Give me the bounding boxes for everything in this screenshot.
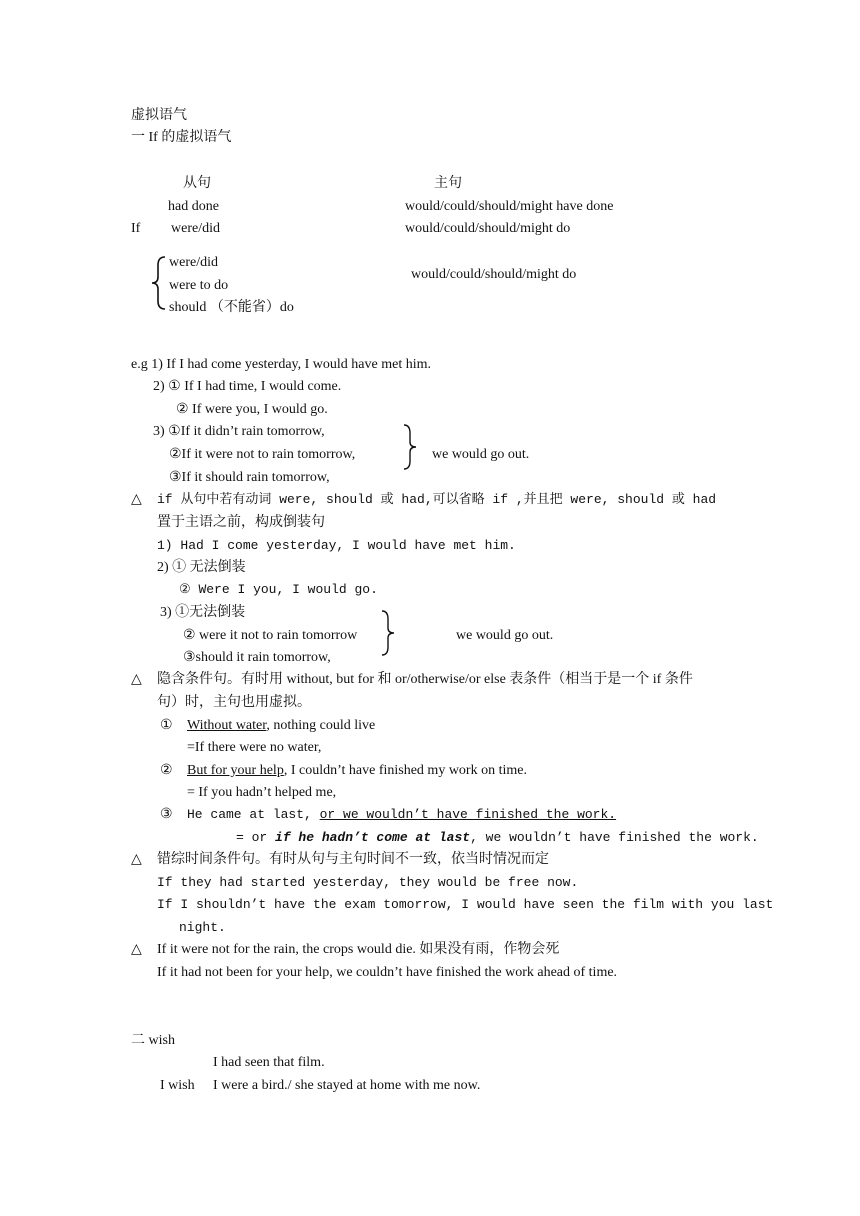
underlined-phrase: or we wouldn’t have finished the work.	[319, 807, 617, 822]
clause-were-did: were/did	[171, 221, 220, 236]
if-label: If	[131, 221, 141, 236]
underlined-phrase: But for your help	[187, 763, 284, 778]
inversion-main-clause: we would go out.	[456, 628, 554, 643]
example-line: ③If it should rain tomorrow,	[169, 470, 330, 485]
triangle-bullet: △	[131, 492, 142, 507]
clause-had-done: had done	[168, 199, 219, 214]
main-would-do: would/could/should/might do	[405, 221, 571, 236]
col-header-main: 主句	[434, 176, 462, 191]
group-main-clause: would/could/should/might do	[411, 267, 577, 282]
implicit-equivalent: =If there were no water,	[187, 740, 322, 755]
group-item: should （不能省）do	[169, 300, 294, 315]
mixed-example-cont: night.	[179, 920, 226, 935]
triangle-bullet: △	[131, 942, 142, 957]
inversion-example: ② Were I you, I would go.	[179, 582, 378, 597]
implicit-example	[187, 762, 527, 780]
inversion-rule: if 从句中若有动词 were, should 或 had,可以省略 if ,并且把 were, should 或 had	[157, 492, 717, 507]
example-main-clause: we would go out.	[432, 447, 530, 462]
mixed-example: If I shouldn’t have the exam tomorrow, I would have seen the film with you last	[157, 897, 774, 912]
inversion-example: ② were it not to rain tomorrow	[183, 628, 358, 643]
mixed-example: If they had started yesterday, they would be free now.	[157, 875, 579, 890]
section-2-heading: 二 wish	[131, 1033, 175, 1048]
example-text: He came at last,	[187, 807, 320, 822]
example-text: , we wouldn’t have finished the work.	[470, 830, 759, 845]
underlined-phrase: Without water	[187, 718, 267, 733]
example-line: e.g 1) If I had come yesterday, I would have met him.	[131, 357, 431, 372]
page-title: 虚拟语气	[131, 108, 187, 123]
group-item: were/did	[169, 255, 218, 270]
item-number: ③	[160, 807, 173, 822]
butfor-example: If it had not been for your help, we couldn’t have finished the work ahead of time.	[157, 965, 618, 980]
inversion-example: ③should it rain tomorrow,	[183, 650, 331, 665]
item-number: ①	[160, 718, 173, 733]
wish-label: I wish	[160, 1078, 195, 1093]
example-line: ② If were you, I would go.	[176, 402, 328, 417]
implicit-example	[187, 806, 616, 824]
implicit-example	[187, 717, 375, 735]
inversion-example: 3) ①无法倒装	[160, 605, 246, 620]
inversion-example: 2) ① 无法倒装	[157, 560, 246, 575]
section-1-heading: 一 If 的虚拟语气	[131, 130, 232, 145]
implicit-rule: 隐含条件句。有时用 without, but for 和 or/otherwise/or else 表条件（相当于是一个 if 条件	[157, 672, 693, 687]
example-text: = or	[236, 830, 276, 845]
butfor-example: If it were not for the rain, the crops would die. 如果没有雨，作物会死	[157, 942, 560, 957]
implicit-rule-cont: 句）时，主句也用虚拟。	[157, 695, 311, 710]
mixed-rule: 错综时间条件句。有时从句与主句时间不一致，依当时情况而定	[157, 852, 549, 867]
example-line: ②If it were not to rain tomorrow,	[169, 447, 356, 462]
implicit-equivalent	[236, 829, 759, 847]
inversion-rule-cont: 置于主语之前，构成倒装句	[157, 515, 325, 530]
bold-italic-phrase: if he hadn’t come at last	[275, 830, 471, 845]
left-brace	[150, 255, 168, 311]
example-line: 3) ①If it didn’t rain tomorrow,	[153, 424, 325, 439]
right-brace	[380, 609, 396, 657]
main-would-have-done: would/could/should/might have done	[405, 199, 614, 214]
col-header-clause: 从句	[183, 176, 211, 191]
wish-example: I had seen that film.	[213, 1055, 325, 1070]
inversion-example: 1) Had I come yesterday, I would have met him.	[157, 538, 516, 553]
item-number: ②	[160, 763, 173, 778]
group-item: were to do	[169, 278, 229, 293]
example-text: , nothing could live	[266, 718, 376, 733]
wish-example: I were a bird./ she stayed at home with me now.	[213, 1078, 481, 1093]
example-line: 2) ① If I had time, I would come.	[153, 379, 342, 394]
triangle-bullet: △	[131, 852, 142, 867]
implicit-equivalent: = If you hadn’t helped me,	[187, 785, 337, 800]
example-text: , I couldn’t have finished my work on time.	[283, 763, 527, 778]
right-brace	[402, 423, 418, 471]
triangle-bullet: △	[131, 672, 142, 687]
